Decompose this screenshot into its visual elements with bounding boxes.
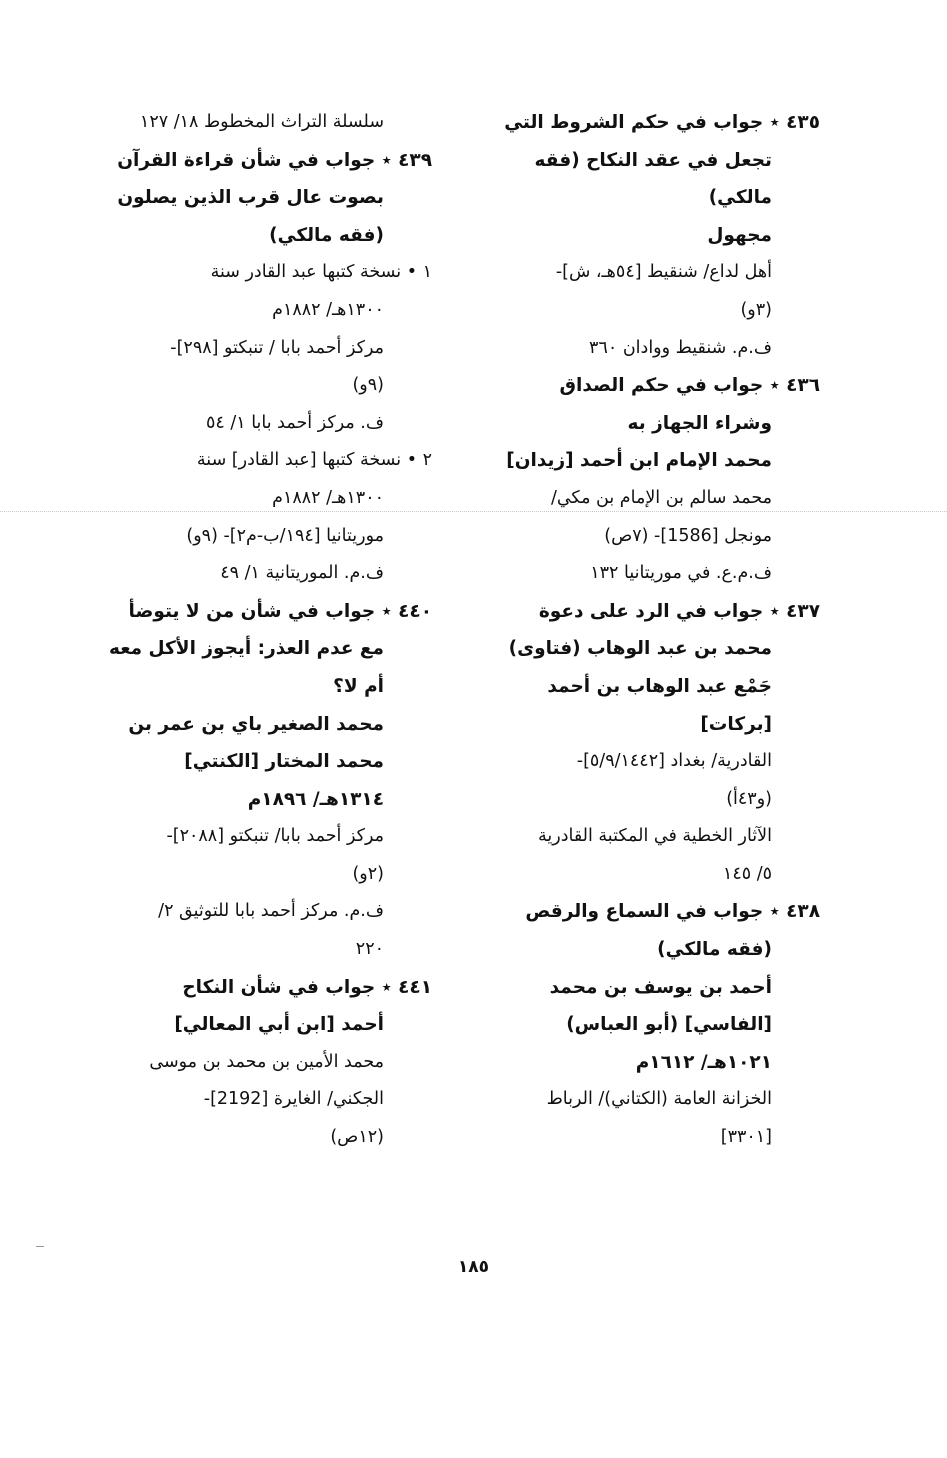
text-line: ٢ • نسخة كتبها [عبد القادر] سنة (196, 450, 432, 471)
scan-mark (36, 1246, 44, 1247)
right-column (484, 104, 820, 1157)
text-line: مونجل [1586]- (٧ص) (604, 525, 772, 546)
text-line: القادرية/ بغداد [٥/٩/١٤٤٢]- (576, 751, 772, 772)
text-line: مالكي) (708, 187, 772, 209)
text-line: محمد بن عبد الوهاب (فتاوى) (508, 638, 772, 660)
text-line: مجهول (707, 224, 772, 246)
text-line: (٣و) (740, 299, 772, 320)
text-line: (و٤٣أ) (726, 788, 772, 809)
text-line: (١٢ص) (330, 1127, 384, 1148)
text-line: مركز أحمد بابا/ تنبكتو [٢٠٨٨]- (166, 826, 384, 847)
text-line: [بركات] (700, 713, 772, 735)
text-line: ٤٣٧ ٭ جواب في الرد على دعوة (538, 600, 820, 622)
text-line: مع عدم العذر: أيجوز الأكل معه (108, 638, 384, 660)
left-column (104, 104, 432, 1157)
text-line: بصوت عال قرب الذين يصلون (117, 187, 384, 209)
text-line: ٢٢٠ (355, 939, 384, 960)
text-line: (٢و) (352, 863, 384, 884)
text-line: أحمد بن يوسف بن محمد (549, 976, 772, 998)
text-line: جَمْع عبد الوهاب بن أحمد (547, 675, 772, 697)
text-line: ف.م. مركز أحمد بابا للتوثيق ٢/ (158, 901, 384, 922)
text-line: ف.م.ع. في موريتانيا ١٣٢ (590, 563, 772, 584)
text-line: ف.م. الموريتانية ١/ ٤٩ (220, 563, 384, 584)
text-line: مركز أحمد بابا / تنبكتو [٢٩٨]- (170, 337, 384, 358)
text-line: تجعل في عقد النكاح (فقه (534, 149, 772, 171)
text-line: [٣٣٠١] (720, 1127, 772, 1148)
text-line: ٤٣٦ ٭ جواب في حكم الصداق (559, 375, 820, 397)
text-line: ٤٤١ ٭ جواب في شأن النكاح (182, 976, 432, 998)
text-line: سلسلة التراث المخطوط ١٨/ ١٢٧ (139, 112, 384, 132)
text-line: [الفاسي] (أبو العباس) (566, 1014, 772, 1036)
text-line: الآثار الخطية في المكتبة القادرية (537, 826, 772, 847)
text-line: أم لا؟ (333, 675, 384, 697)
page-number: ١٨٥ (457, 1257, 490, 1277)
text-line: (فقه مالكي) (657, 939, 772, 961)
text-line: موريتانيا [١٩٤/ب-م٢]- (٩و) (186, 525, 384, 546)
text-line: ١٣١٤هـ/ ١٨٩٦م (247, 788, 384, 810)
text-line: أهل لداع/ شنقيط [٥٤هـ، ش]- (555, 262, 772, 283)
text-line: ٥/ ١٤٥ (722, 863, 772, 884)
text-line: (٩و) (352, 375, 384, 396)
text-line: ٤٣٩ ٭ جواب في شأن قراءة القرآن (117, 149, 432, 171)
text-line: محمد الأمين بن محمد بن موسى (149, 1051, 384, 1072)
text-line: محمد الصغير باي بن عمر بن (128, 713, 384, 735)
text-line: ١٣٠٠هـ/ ١٨٨٢م (272, 299, 384, 320)
text-line: ٤٤٠ ٭ جواب في شأن من لا يتوضأ (128, 600, 432, 622)
text-line: محمد المختار [الكنتي] (184, 751, 384, 773)
text-line: الخزانة العامة (الكتاني)/ الرباط (546, 1089, 772, 1110)
text-line: (فقه مالكي) (269, 224, 384, 246)
text-line: وشراء الجهاز به (627, 412, 772, 434)
text-line: ف.م. شنقيط ووادان ٣٦٠ (589, 337, 772, 358)
text-line: ف. مركز أحمد بابا ١/ ٥٤ (205, 412, 384, 433)
text-line: أحمد [ابن أبي المعالي] (174, 1014, 384, 1036)
text-line: محمد الإمام ابن أحمد [زيدان] (506, 450, 772, 472)
text-line: ١٣٠٠هـ/ ١٨٨٢م (272, 487, 384, 508)
text-line: الجكني/ الغايرة [2192]- (203, 1089, 384, 1110)
text-line: ٤٣٨ ٭ جواب في السماع والرقص (525, 901, 820, 923)
text-line: ٤٣٥ ٭ جواب في حكم الشروط التي (504, 112, 820, 133)
text-line: محمد سالم بن الإمام بن مكي/ (550, 487, 772, 508)
text-line: ١٠٢١هـ/ ١٦١٢م (635, 1051, 772, 1073)
text-line: ١ • نسخة كتبها عبد القادر سنة (210, 262, 432, 283)
